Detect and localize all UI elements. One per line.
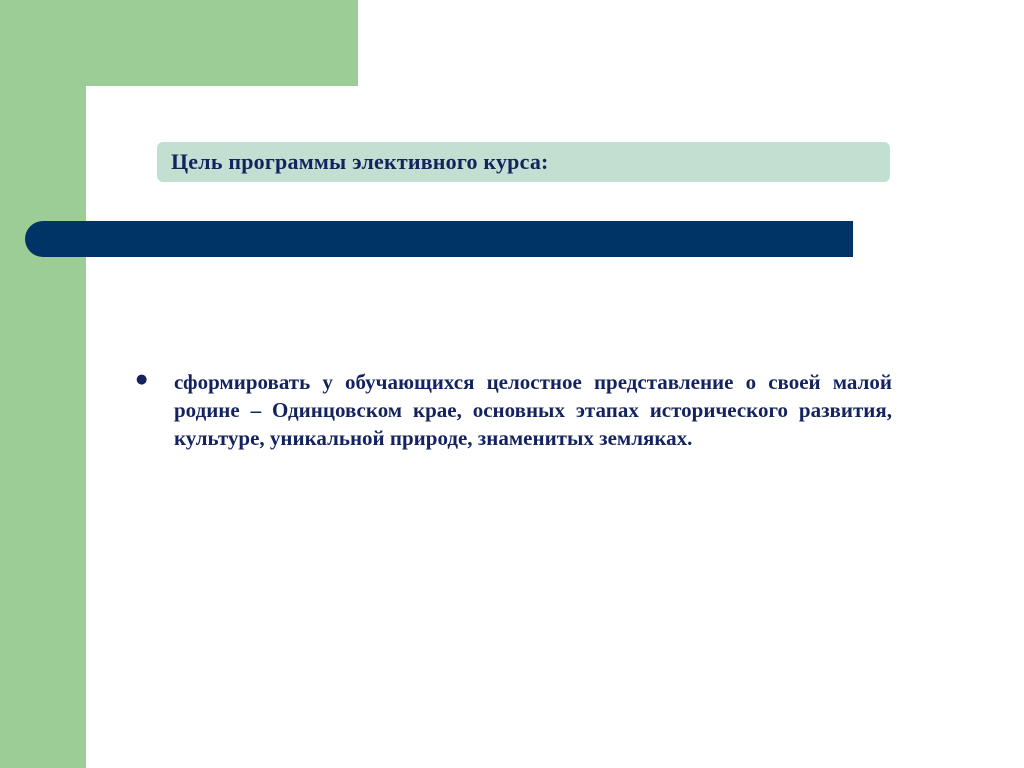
rounded-corner: [86, 86, 146, 146]
navy-divider-bar: [25, 221, 853, 257]
bullet-text: сформировать у обучающихся целостное представление о своей малой родине – Одинцовском крае, основных этапах исторического развития, культуре, уникальной природе, знаменитых земляках.: [174, 370, 892, 450]
slide-title: Цель программы элективного курса:: [171, 149, 549, 174]
green-top-band: [0, 0, 358, 86]
green-side-band: [0, 0, 86, 768]
bullet-dot-icon: ●: [136, 372, 148, 387]
bullet-item: [136, 368, 892, 452]
title-box: [157, 142, 890, 182]
